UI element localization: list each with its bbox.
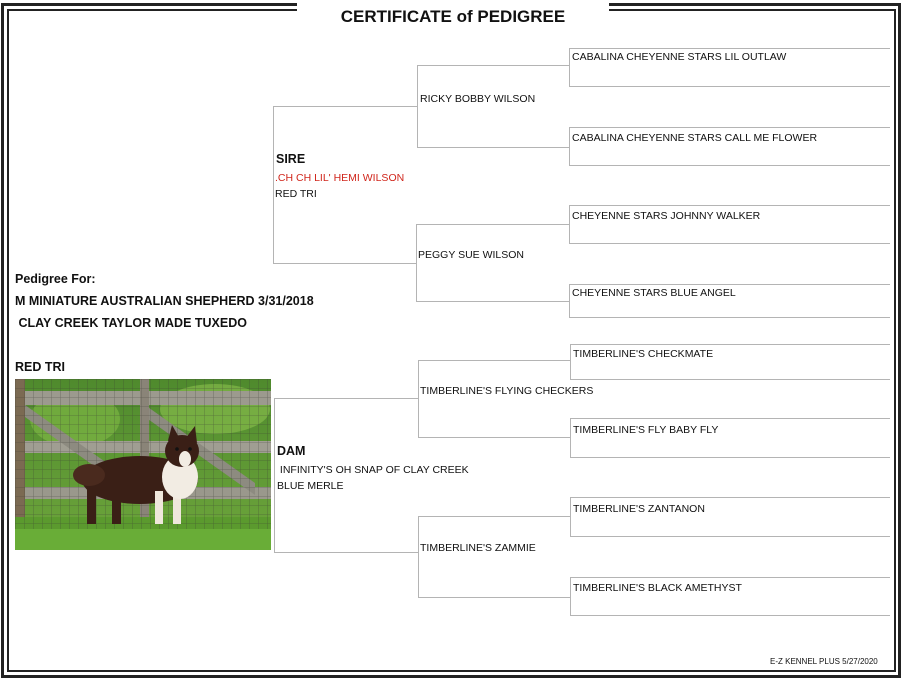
g3-box3-bottom	[569, 243, 890, 244]
sire-bracket-top	[273, 106, 418, 107]
g3-box2-bottom	[569, 165, 890, 166]
sire-bracket-side	[273, 106, 274, 264]
sire-dam-name: PEGGY SUE WILSON	[418, 249, 524, 261]
g3-box5-side	[570, 344, 571, 380]
g3-box5-bottom	[570, 379, 890, 380]
sire-sire-bracket-side	[417, 65, 418, 148]
g3-box1-top	[569, 48, 890, 49]
sire-bracket-bottom	[273, 263, 416, 264]
g3-box1-side	[569, 48, 570, 87]
dam-sire-dam-name: TIMBERLINE'S FLY BABY FLY	[573, 424, 719, 436]
inner-frame	[7, 9, 896, 672]
g3-box1-bottom	[569, 86, 890, 87]
sire-dam-bracket-side	[416, 224, 417, 302]
sire-dam-dam-name: CHEYENNE STARS BLUE ANGEL	[572, 287, 736, 299]
dam-dam-sire-name: TIMBERLINE'S ZANTANON	[573, 503, 705, 515]
certificate-title: CERTIFICATE of PEDIGREE	[297, 0, 609, 32]
dam-name: INFINITY'S OH SNAP OF CLAY CREEK	[277, 464, 469, 476]
dam-color: BLUE MERLE	[277, 480, 344, 492]
sire-sire-sire-name: CABALINA CHEYENNE STARS LIL OUTLAW	[572, 51, 787, 63]
g3-box3-top	[569, 205, 890, 206]
g3-box5-top	[570, 344, 890, 345]
g3-box8-side	[570, 577, 571, 616]
dam-label: DAM	[277, 444, 306, 458]
pedigree-for-heading: Pedigree For:	[15, 272, 96, 286]
dam-bracket-bottom	[274, 552, 418, 553]
g3-box7-bottom	[570, 536, 890, 537]
software-footer: E-Z KENNEL PLUS 5/27/2020	[770, 657, 878, 666]
g3-box7-top	[570, 497, 890, 498]
dam-dam-bracket-side	[418, 516, 419, 598]
dam-sire-name: TIMBERLINE'S FLYING CHECKERS	[420, 385, 594, 397]
sire-name: .CH CH LIL' HEMI WILSON	[275, 172, 405, 184]
sire-dam-bracket-top	[416, 224, 570, 225]
dam-sire-bracket-side	[418, 360, 419, 438]
g3-box2-side	[569, 127, 570, 166]
subject-breed-line: M MINIATURE AUSTRALIAN SHEPHERD 3/31/2018	[15, 294, 314, 308]
dam-sire-sire-name: TIMBERLINE'S CHECKMATE	[573, 348, 714, 360]
g3-box8-top	[570, 577, 890, 578]
dam-sire-bracket-bottom	[418, 437, 571, 438]
sire-color: RED TRI	[275, 188, 317, 200]
g3-box6-top	[570, 418, 890, 419]
subject-color: RED TRI	[15, 360, 65, 374]
g3-box8-bottom	[570, 615, 890, 616]
g3-box6-side	[570, 418, 571, 458]
g3-box7-side	[570, 497, 571, 537]
dam-sire-bracket-top	[418, 360, 571, 361]
g3-box2-top	[569, 127, 890, 128]
dam-dam-bracket-top	[418, 516, 571, 517]
dam-dam-dam-name: TIMBERLINE'S BLACK AMETHYST	[573, 582, 742, 594]
g3-box4-side	[569, 284, 570, 318]
sire-label: SIRE	[276, 152, 306, 166]
dam-dam-bracket-bottom	[418, 597, 571, 598]
sire-sire-dam-name: CABALINA CHEYENNE STARS CALL ME FLOWER	[572, 132, 818, 144]
g3-box3-side	[569, 205, 570, 244]
dam-bracket-top	[274, 398, 418, 399]
sire-sire-name: RICKY BOBBY WILSON	[420, 93, 536, 105]
sire-sire-bracket-top	[417, 65, 570, 66]
g3-box6-bottom	[570, 457, 890, 458]
sire-dam-sire-name: CHEYENNE STARS JOHNNY WALKER	[572, 210, 761, 222]
g3-box4-top	[569, 284, 890, 285]
dog-photo	[15, 379, 271, 550]
g3-box4-bottom	[569, 317, 890, 318]
subject-name: CLAY CREEK TAYLOR MADE TUXEDO	[15, 316, 247, 330]
dam-dam-name: TIMBERLINE'S ZAMMIE	[420, 542, 536, 554]
sire-dam-bracket-bottom	[416, 301, 570, 302]
dam-bracket-side	[274, 398, 275, 553]
sire-sire-bracket-bottom	[417, 147, 570, 148]
